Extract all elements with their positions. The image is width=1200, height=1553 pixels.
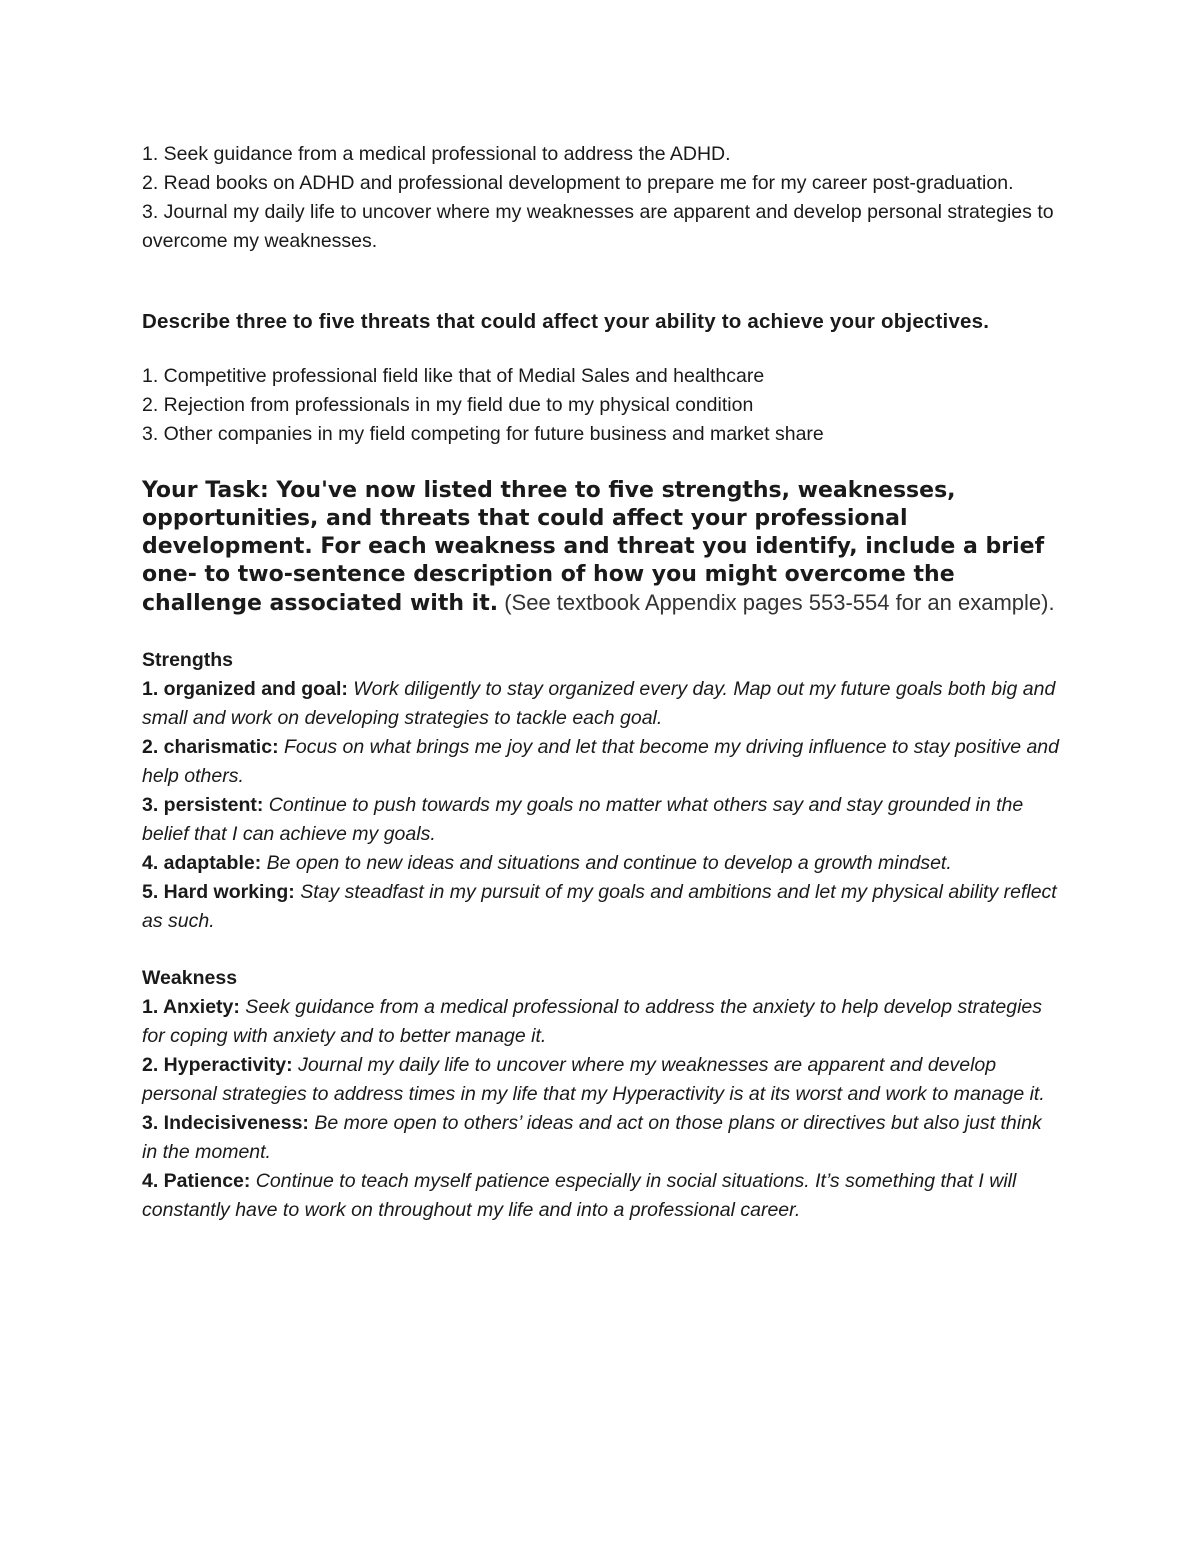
item-description: Work diligently to stay organized every day. Map out my future goals both big and small and work on developing strategies to tackle each goal.: [142, 678, 1056, 729]
list-item: [142, 1109, 1062, 1167]
list-item: [142, 1167, 1062, 1225]
item-label: 2. Hyperactivity:: [142, 1054, 293, 1076]
section-heading: Strengths: [142, 649, 234, 671]
item-label: 4. Patience:: [142, 1170, 251, 1192]
item-description: Be open to new ideas and situations and continue to develop a growth mindset.: [261, 852, 952, 874]
item-description: Continue to teach myself patience especially in social situations. It’s something that I will constantly have to work on throughout my life and into a professional career.: [142, 1170, 1017, 1221]
item-description: Stay steadfast in my pursuit of my goals and ambitions and let my physical ability reflect as such.: [142, 881, 1057, 932]
list-item: [142, 1051, 1062, 1109]
list-item: [142, 733, 1062, 791]
item-description: Journal my daily life to uncover where my weaknesses are apparent and develop personal strategies to address times in my life that my Hyperactivity is at its worst and work to manage it.: [142, 1054, 1045, 1105]
item-label: 4. adaptable:: [142, 852, 262, 874]
weakness-section: [142, 964, 1062, 1225]
list-item: 3. Other companies in my field competing for future business and market share: [142, 423, 824, 445]
threats-list: [142, 362, 1062, 449]
list-item: 1. Seek guidance from a medical professional to address the ADHD.: [142, 143, 731, 165]
list-item: [142, 993, 1062, 1051]
objectives-list: [142, 140, 1062, 256]
list-item: [142, 675, 1062, 733]
strengths-section: [142, 646, 1062, 936]
list-item: [142, 878, 1062, 936]
list-item: 3. Journal my daily life to uncover where my weaknesses are apparent and develop personal strategies to overcome my weaknesses.: [142, 201, 1054, 252]
list-item: [142, 791, 1062, 849]
item-description: Be more open to others’ ideas and act on those plans or directives but also just think in the moment.: [142, 1112, 1042, 1163]
item-label: 3. Indecisiveness:: [142, 1112, 309, 1134]
item-description: Continue to push towards my goals no matter what others say and stay grounded in the belief that I can achieve my goals.: [142, 794, 1024, 845]
threats-prompt: Describe three to five threats that could affect your ability to achieve your objectives.: [142, 310, 990, 333]
task-reference-text: (See textbook Appendix pages 553-554 for an example).: [498, 590, 1055, 615]
list-item: 1. Competitive professional field like that of Medial Sales and healthcare: [142, 365, 765, 387]
list-item: 2. Rejection from professionals in my field due to my physical condition: [142, 394, 754, 416]
item-label: 5. Hard working:: [142, 881, 295, 903]
section-heading: Weakness: [142, 967, 238, 989]
item-label: 1. organized and goal:: [142, 678, 348, 700]
document-page: [142, 140, 1062, 1225]
task-bold-text: Your Task: You've now listed three to five strengths, weaknesses, opportunities, and threats that could affect your professional development. For each weakness and threat you identify, include a brief one- to two-sentence description of how you might overcome the challenge associated with it.: [142, 478, 1045, 616]
item-label: 2. charismatic:: [142, 736, 279, 758]
item-description: Seek guidance from a medical professional to address the anxiety to help develop strategies for coping with anxiety and to better manage it.: [142, 996, 1043, 1047]
item-label: 3. persistent:: [142, 794, 264, 816]
item-description: Focus on what brings me joy and let that become my driving influence to stay positive and help others.: [142, 736, 1059, 787]
item-label: 1. Anxiety:: [142, 996, 240, 1018]
list-item: 2. Read books on ADHD and professional development to prepare me for my career post-graduation.: [142, 172, 1014, 194]
list-item: [142, 849, 1062, 878]
task-instructions: [142, 477, 1062, 618]
